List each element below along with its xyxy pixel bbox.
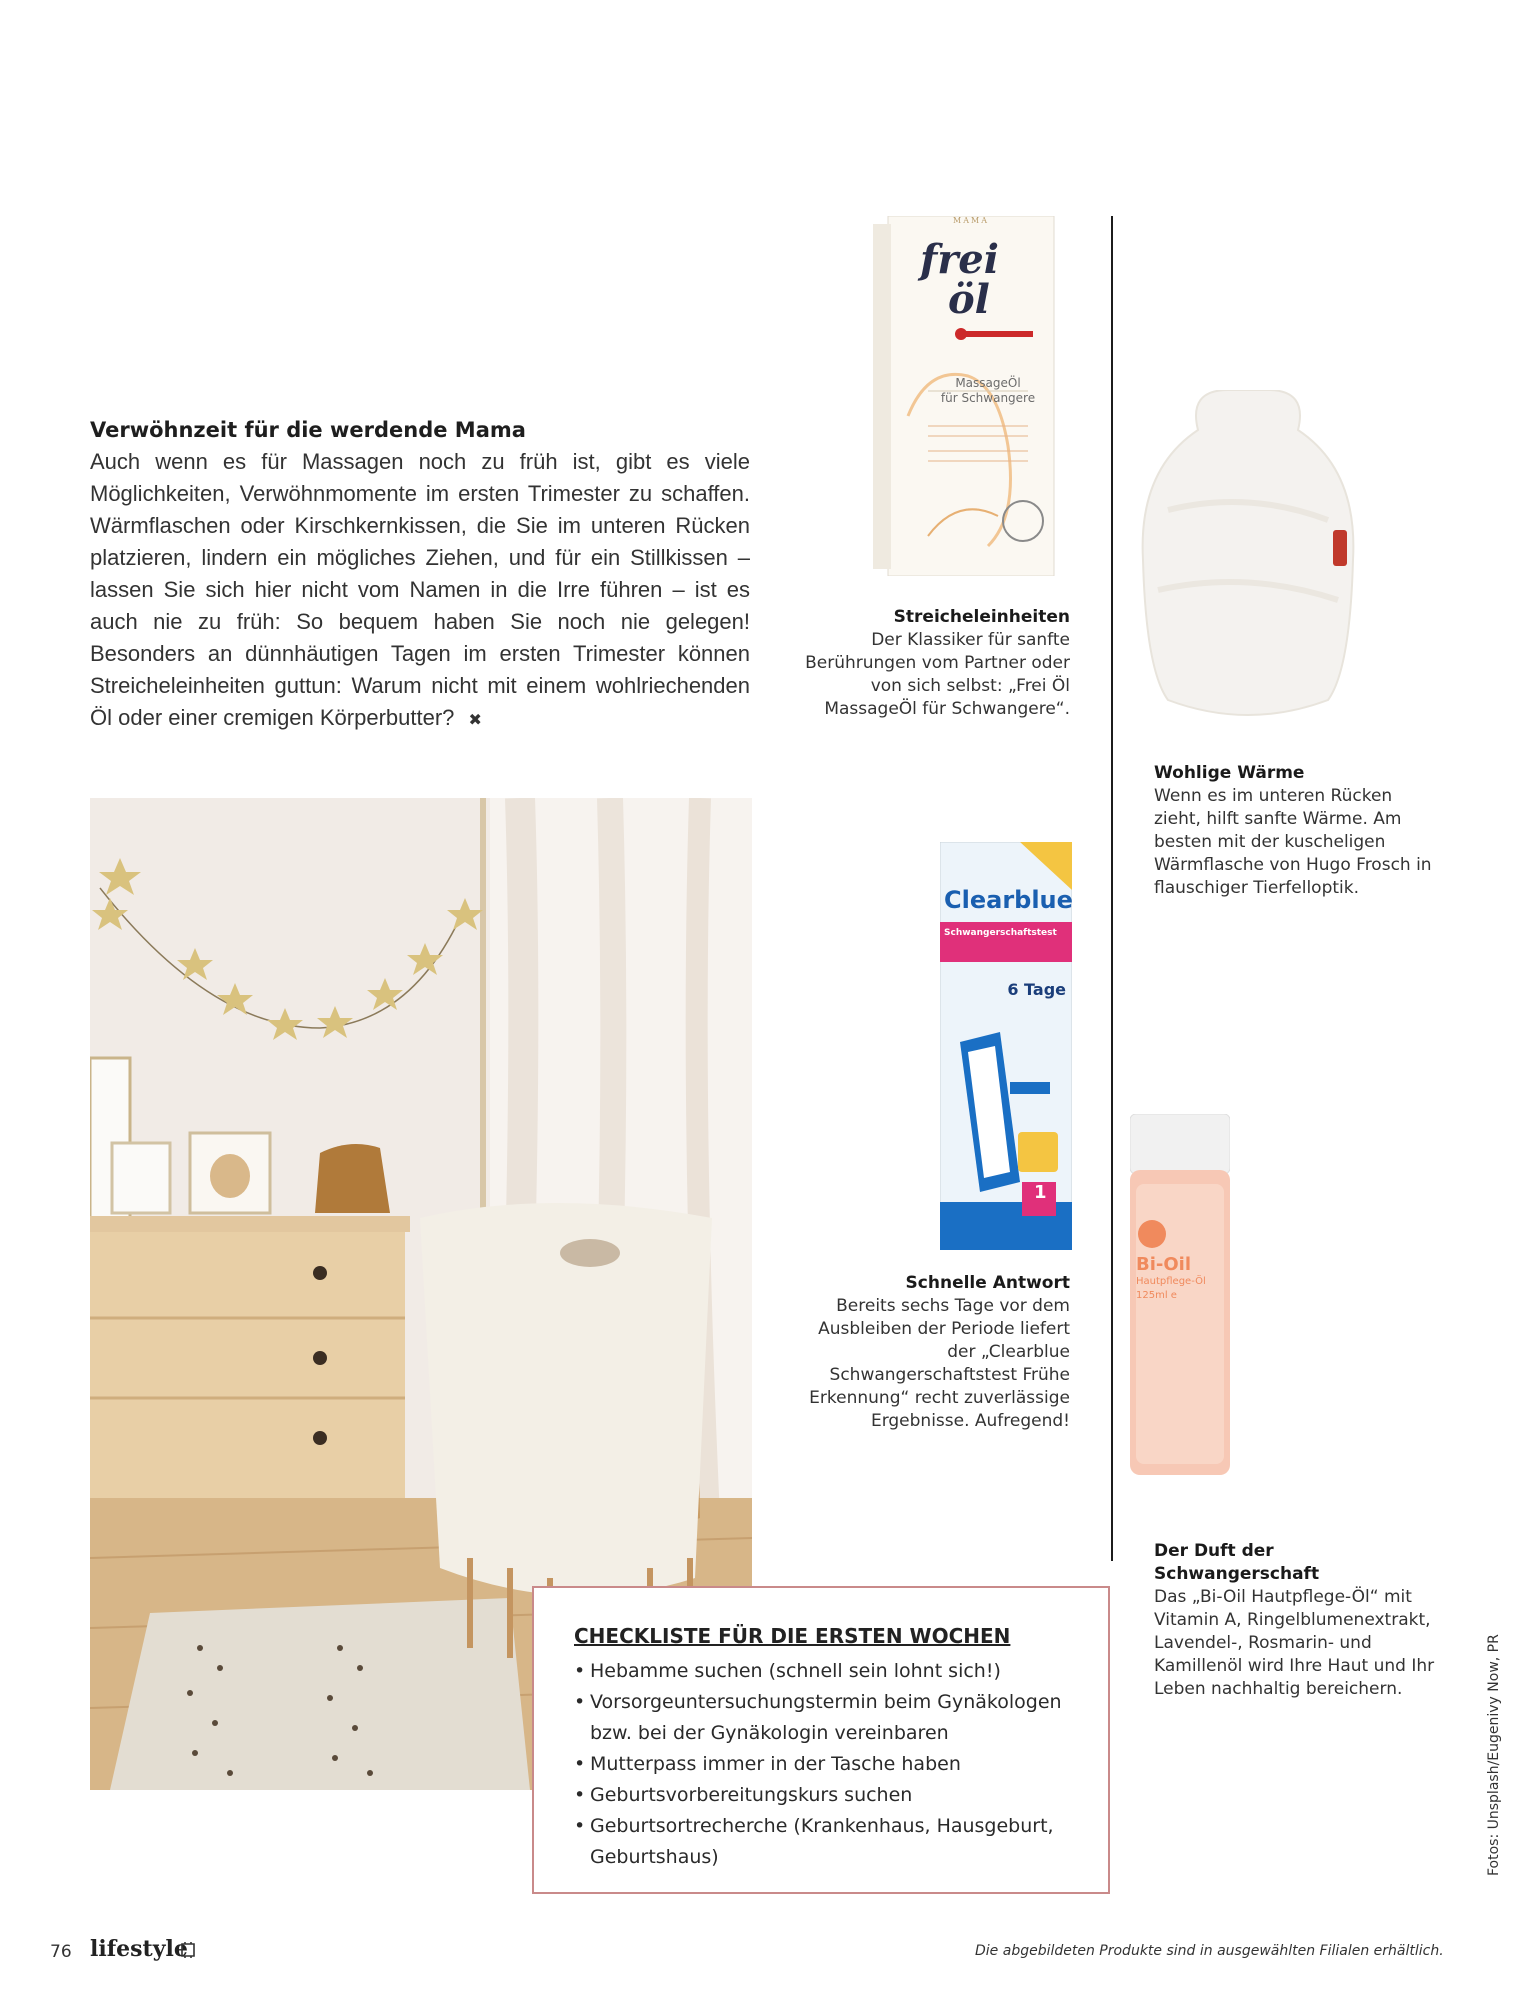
frei-oel-brand-top: MAMA — [953, 216, 989, 225]
clearblue-product-image — [940, 842, 1072, 1250]
frei-oel-product-name-2: für Schwangere — [940, 391, 1036, 405]
photo-credits: Fotos: Unsplash/Eugenivy Now, PR — [1486, 1634, 1502, 1876]
bioil-size: 125ml e — [1136, 1290, 1177, 1301]
page-number: 76 — [50, 1942, 72, 1962]
bioil-logo: Bi-Oil — [1136, 1254, 1192, 1275]
section-name: lifestyle — [90, 1936, 188, 1962]
checklist-title: CHECKLISTE FÜR DIE ERSTEN WOCHEN — [574, 1624, 1011, 1648]
checklist-list — [574, 1656, 1072, 1873]
column-divider — [1111, 216, 1113, 1561]
checklist-item: • Geburtsvorbereitungskurs suchen — [574, 1780, 1072, 1811]
clearblue-logo: Clearblue — [944, 886, 1073, 914]
frei-oel-caption — [790, 606, 1070, 721]
clearblue-title: Schnelle Antwort — [905, 1273, 1070, 1293]
frei-oel-logo-frei: frei — [920, 236, 999, 283]
clearblue-count: 1 — [1034, 1182, 1047, 1203]
bioil-product-image — [1130, 1114, 1230, 1479]
end-mark-icon: ✖ — [468, 712, 482, 729]
checklist-item: • Geburtsortrecherche (Krankenhaus, Hausgeburt, Geburtshaus) — [574, 1811, 1072, 1873]
article-body-text: Auch wenn es für Massagen noch zu früh ist, gibt es viele Möglichkeiten, Verwöhnmomente im ersten Trimester zu schaffen. Wärmflaschen oder Kirschkernkissen, die Sie im unteren Rücken platzieren, lindern ein mögliches Ziehen, und für ein Stillkissen – lassen Sie sich hier nicht vom Namen in die Irre führen – ist es auch nie zu früh: So bequem haben Sie noch nie gelegen! Besonders an dünnhäutigen Tagen im ersten Trimester können Streicheleinheiten guttun: Warum nicht mit einem wohlriechenden Öl oder einer cremigen Körperbutter? — [90, 449, 750, 730]
waermflasche-caption — [1154, 762, 1444, 900]
waermflasche-title: Wohlige Wärme — [1154, 763, 1305, 783]
frei-oel-logo-oel: öl — [948, 276, 990, 323]
clearblue-days: 6 Tage — [1007, 980, 1066, 999]
clearblue-caption — [790, 1272, 1070, 1433]
waermflasche-text: Wenn es im unteren Rücken zieht, hilft sanfte Wärme. Am besten mit der kuscheligen Wärmflasche von Hugo Frosch in flauschiger Tierfelloptik. — [1154, 786, 1432, 898]
frei-oel-text: Der Klassiker für sanfte Berührungen vom Partner oder von sich selbst: „Frei Öl MassageÖl für Schwangere“. — [805, 630, 1070, 719]
article-heading: Verwöhnzeit für die werdende Mama — [90, 418, 526, 442]
frei-oel-product-name: MassageÖl — [955, 376, 1021, 390]
footer-disclaimer: Die abgebildeten Produkte sind in ausgewählten Filialen erhältlich. — [975, 1943, 1444, 1959]
article-body — [90, 446, 750, 737]
checklist-box — [532, 1586, 1110, 1894]
hot-water-bottle — [1128, 390, 1368, 720]
checklist-item: • Hebamme suchen (schnell sein lohnt sich!) — [574, 1656, 1072, 1687]
bioil-title: Der Duft der Schwangerschaft — [1154, 1541, 1320, 1584]
bioil-subtitle: Hautpflege-Öl — [1136, 1276, 1206, 1287]
frei-oel-title: Streicheleinheiten — [893, 607, 1070, 627]
clearblue-text: Bereits sechs Tage vor dem Ausbleiben der Periode liefert der „Clearblue Schwangerschaftstest Frühe Erkennung“ recht zuverlässige Ergebnisse. Aufregend! — [809, 1296, 1070, 1431]
frei-oel-product-image — [868, 216, 1074, 576]
bioil-text: Das „Bi-Oil Hautpflege-Öl“ mit Vitamin A, Ringelblumenextrakt, Lavendel-, Rosmarin- und Kamillenöl wird Ihre Haut und Ihr Leben nachhaltig bereichern. — [1154, 1587, 1435, 1699]
bioil-caption — [1154, 1540, 1444, 1701]
checklist-item: • Mutterpass immer in der Tasche haben — [574, 1749, 1072, 1780]
waermflasche-product-image — [1128, 390, 1368, 720]
checklist-item: • Vorsorgeuntersuchungstermin beim Gynäkologen bzw. bei der Gynäkologin vereinbaren — [574, 1687, 1072, 1749]
section-logo-icon — [180, 1942, 196, 1958]
clearblue-subtitle: Schwangerschaftstest — [944, 928, 1057, 938]
